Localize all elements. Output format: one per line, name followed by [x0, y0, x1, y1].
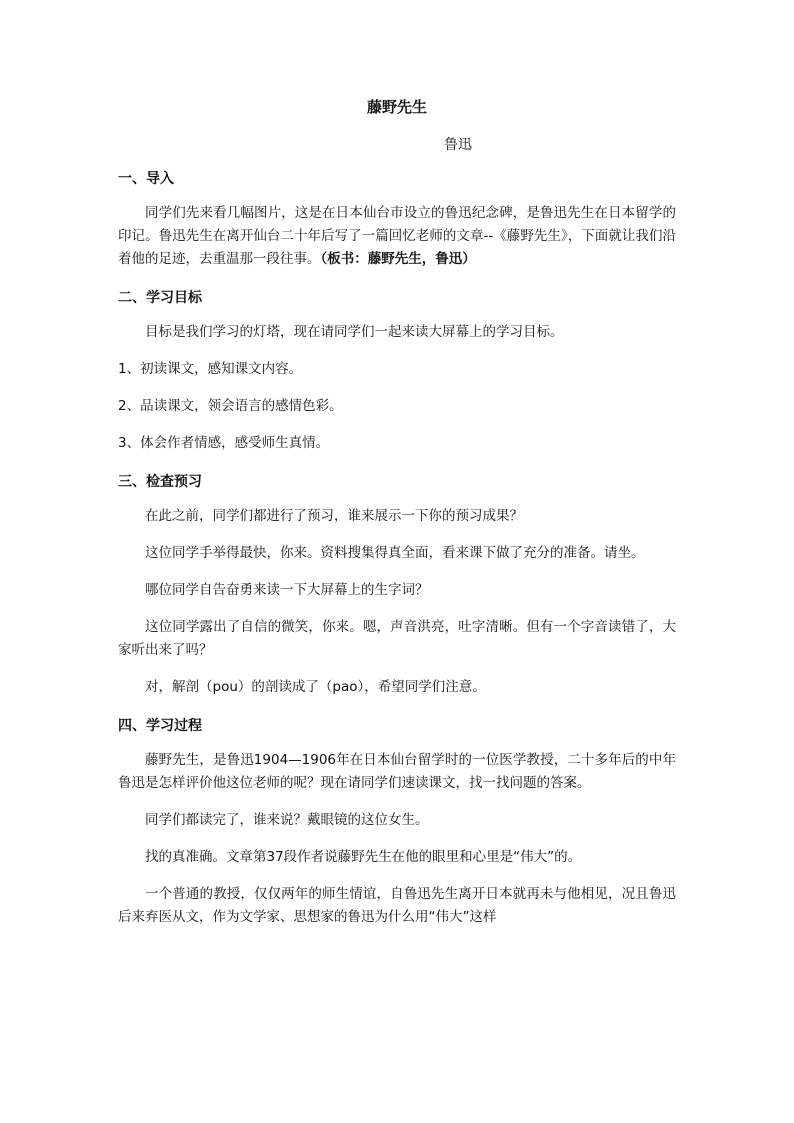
- section-learning-process: [118, 713, 676, 929]
- process-paragraph: 藤野先生，是鲁迅1904—1906年在日本仙台留学时的一位医学教授，二十多年后的中年鲁迅是怎样评价他这位老师的呢？现在请同学们速读课文，找一找问题的答案。: [118, 752, 676, 791]
- preview-paragraph: 这位同学手举得最快，你来。资料搜集得真全面，看来课下做了充分的准备。请坐。: [145, 545, 645, 561]
- section-preview-check: [118, 469, 676, 699]
- goal-item: 3、体会作者情感，感受师生真情。: [118, 435, 330, 451]
- preview-paragraph: 在此之前，同学们都进行了预习，谁来展示一下你的预习成果？: [145, 508, 523, 524]
- document-body: [118, 166, 676, 943]
- intro-paragraph: [118, 202, 676, 271]
- preview-paragraph: 哪位同学自告奋勇来读一下大屏幕上的生字词？: [145, 582, 429, 598]
- section-intro: [118, 166, 676, 271]
- blackboard-note: （板书：藤野先生，鲁迅）: [320, 251, 476, 267]
- section-heading-preview: 三、检查预习: [118, 474, 202, 490]
- preview-paragraph: 对，解剖（pou）的剖读成了（pao），希望同学们注意。: [145, 679, 486, 695]
- section-heading-process: 四、学习过程: [118, 718, 202, 734]
- goals-intro-paragraph: 目标是我们学习的灯塔，现在请同学们一起来读大屏幕上的学习目标。: [145, 324, 564, 340]
- process-paragraph: 找的真准确。文章第37段作者说藤野先生在他的眼里和心里是“伟大”的。: [145, 849, 582, 865]
- intro-paragraph-text: 同学们先来看几幅图片，这是在日本仙台市设立的鲁迅纪念碑，是鲁迅先生在日本留学的印记。鲁迅先生在离开仙台二十年后写了一篇回忆老师的文章--《藤野先生》，下面就让我们沿着他的足迹，去重温那一段往事。: [118, 205, 676, 267]
- section-heading-intro: 一、导入: [118, 171, 174, 187]
- document-title: 藤野先生: [366, 98, 427, 116]
- section-goals: [118, 285, 676, 455]
- preview-paragraph: 这位同学露出了自信的微笑，你来。嗯，声音洪亮，吐字清晰。但有一个字音读错了，大家听出来了吗？: [118, 619, 676, 658]
- section-heading-goals: 二、学习目标: [118, 290, 202, 306]
- process-paragraph: 一个普通的教授，仅仅两年的师生情谊，自鲁迅先生离开日本就再未与他相见，况且鲁迅后来弃医从文，作为文学家、思想家的鲁迅为什么用“伟大”这样: [118, 886, 676, 925]
- document-page: [118, 0, 676, 1123]
- goal-item: 1、初读课文，感知课文内容。: [118, 361, 303, 377]
- process-paragraph: 同学们都读完了，谁来说？戴眼镜的这位女生。: [145, 812, 429, 828]
- goal-item: 2、品读课文，领会语言的感情色彩。: [118, 398, 343, 414]
- author-name: 鲁迅: [444, 137, 472, 153]
